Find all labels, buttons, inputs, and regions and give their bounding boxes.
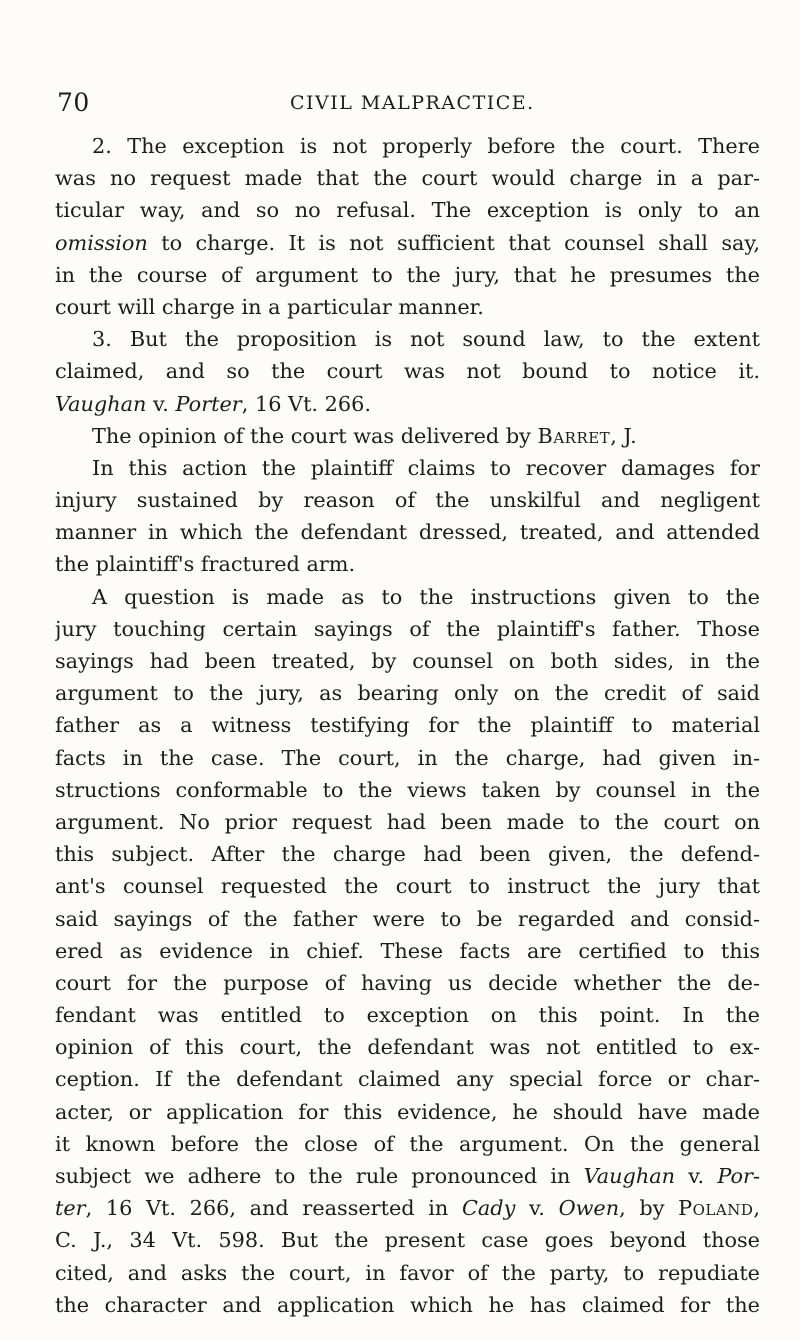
text-line: manner in which the defendant dressed, treated, and attended <box>55 520 760 545</box>
text-line: court will charge in a particular manner. <box>55 294 484 319</box>
text-line: 2. The exception is not properly before the court. There <box>92 134 760 158</box>
judge-name: Poland <box>678 1196 754 1221</box>
case-name: Vaughan <box>583 1164 676 1188</box>
text-line: ception. If the defendant claimed any special force or char- <box>55 1067 760 1092</box>
paragraph-opinion-delivered <box>55 420 760 452</box>
paragraph-exception-not-before-court <box>55 130 760 323</box>
text-line: C. J., 34 Vt. 598. But the present case goes beyond those <box>55 1228 760 1253</box>
paragraph-action-claims <box>55 452 760 581</box>
case-name: Por- <box>717 1164 760 1188</box>
text-line: court for the purpose of having us decide whether the de- <box>55 970 760 995</box>
paragraph-proposition-not-sound <box>55 323 760 420</box>
text-line: was no request made that the court would charge in a par- <box>55 166 760 191</box>
case-name: Owen <box>558 1196 620 1221</box>
body-text <box>55 130 760 1321</box>
text-line: claimed, and so the court was not bound to notice it. <box>55 359 760 384</box>
text-line: ticular way, and so no refusal. The exception is only to an <box>55 198 760 223</box>
case-name: Porter <box>175 391 242 416</box>
text-line: acter, or application for this evidence, he should have made <box>55 1099 760 1124</box>
case-name: Cady <box>461 1196 516 1221</box>
text-line: the character and application which he has claimed for the <box>55 1292 760 1317</box>
text-line: it known before the close of the argument. On the general <box>55 1131 760 1156</box>
judge-name: Barret <box>537 423 611 448</box>
text-line: opinion of this court, the defendant was not entitled to ex- <box>55 1035 760 1060</box>
page-header <box>57 88 757 122</box>
text-line: in the course of argument to the jury, that he presumes the <box>55 262 760 287</box>
running-head: CIVIL MALPRACTICE. <box>290 92 535 114</box>
text-run: to charge. It is not sufficient that counsel shall say, <box>147 230 760 255</box>
text-line: structions conformable to the views taken by counsel in the <box>55 777 760 802</box>
case-name: ter <box>55 1196 86 1221</box>
text-line: facts in the case. The court, in the charge, had given in- <box>55 745 760 770</box>
text-line: jury touching certain sayings of the plaintiff's father. Those <box>55 616 760 641</box>
case-name: Vaughan <box>55 391 147 416</box>
text-line: argument. No prior request had been made to the court on <box>55 809 760 834</box>
text-line: The opinion of the court was delivered by Barret, J. <box>92 423 637 448</box>
text-line: 3. But the proposition is not sound law, to the extent <box>92 327 760 352</box>
text-line: subject we adhere to the rule pronounced in Vaughan v. Por- <box>55 1164 760 1188</box>
text-line: ant's counsel requested the court to instruct the jury that <box>55 874 760 899</box>
text-line: father as a witness testifying for the plaintiff to material <box>55 713 760 738</box>
text-line: cited, and asks the court, in favor of the party, to repudiate <box>55 1260 760 1285</box>
text-line: the plaintiff's fractured arm. <box>55 552 356 577</box>
text-line: this subject. After the charge had been given, the defend- <box>55 842 760 867</box>
text-line: said sayings of the father were to be regarded and consid- <box>55 906 760 931</box>
text-line: injury sustained by reason of the unskilful and negligent <box>55 488 760 513</box>
paragraph-question-instructions <box>55 581 760 1321</box>
text-line: ered as evidence in chief. These facts are certified to this <box>55 938 760 963</box>
text-line: fendant was entitled to exception on this point. In the <box>55 1003 760 1028</box>
text-line: A question is made as to the instructions given to the <box>92 584 760 609</box>
italic-omission: omission <box>55 230 148 255</box>
text-line <box>55 227 760 259</box>
case-citation-line: Vaughan v. Porter, 16 Vt. 266. <box>55 391 371 416</box>
text-line: argument to the jury, as bearing only on the credit of said <box>55 681 760 706</box>
text-line: sayings had been treated, by counsel on both sides, in the <box>55 649 760 673</box>
text-line: ter, 16 Vt. 266, and reasserted in Cady v. Owen, by Poland, <box>55 1196 760 1221</box>
page-number: 70 <box>57 88 90 117</box>
text-line: In this action the plaintiff claims to recover damages for <box>92 455 760 480</box>
